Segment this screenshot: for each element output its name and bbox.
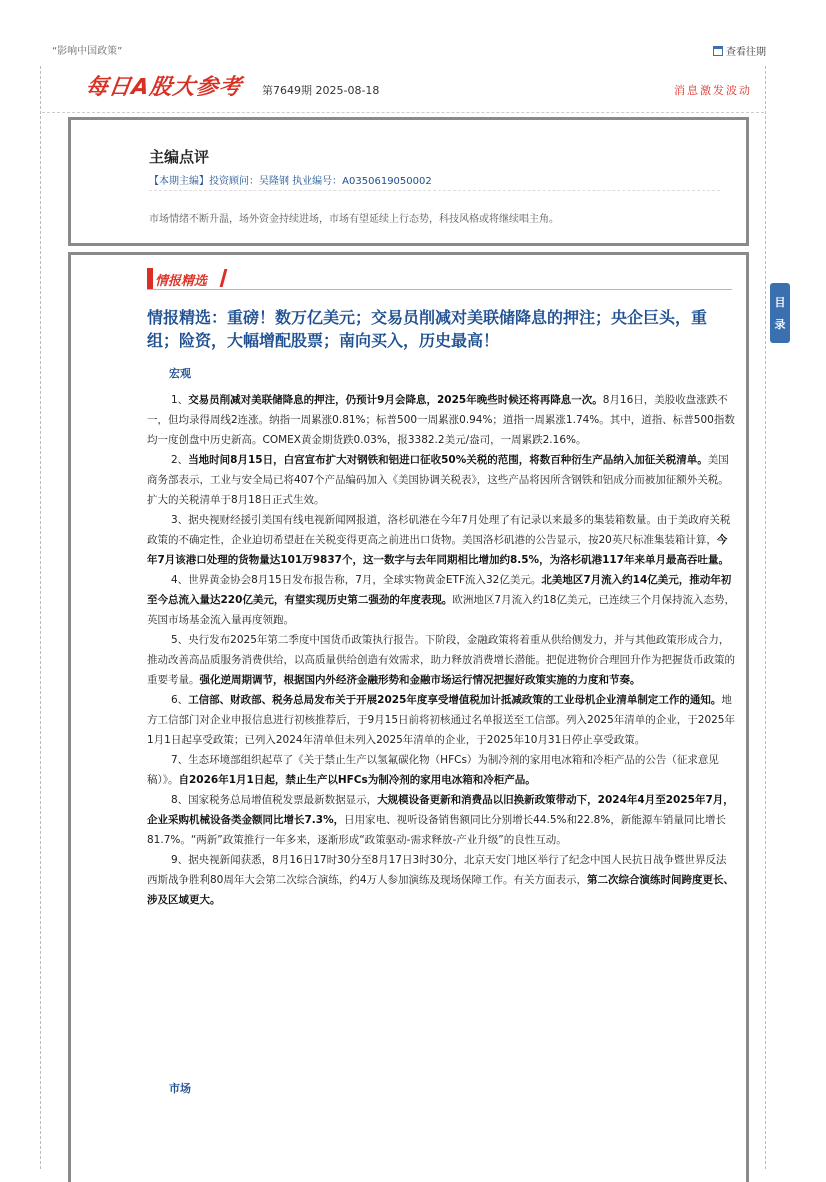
body-text: 8、国家税务总局增值税发票最新数据显示，	[171, 794, 378, 806]
intel-paragraphs	[147, 390, 737, 910]
body-text: 3、据央视财经援引美国有线电视新闻网报道，洛杉矶港在今年7月处理了有记录以来最多的集装箱数量。由于美政府关税政策的不确定性，企业迫切希望赶在关税变得更高之前进出口货物。美国洛杉矶港的公告显示，按20英尺标准集装箱计算，	[147, 514, 731, 546]
toc-char-2: 录	[774, 318, 786, 331]
news-paragraph	[147, 690, 737, 750]
intel-headline: 情报精选：重磅！数万亿美元；交易员削减对美联储降息的押注；央企巨头，重组；险资，大幅增配股票；南向买入，历史最高！	[147, 308, 708, 350]
highlight-text: 今年7月该港口处理的货物量达101万9837个，这一数字与去年同期相比增加约8.5%，为洛杉矶港117年来单月最高吞吐量。	[147, 534, 729, 566]
highlight-text: 第二次综合演练时间跨度更长、涉及区域更大。	[147, 874, 735, 906]
body-text: 2、	[171, 454, 189, 466]
body-text: 5、央行发布2025年第二季度中国货币政策执行报告。下阶段，金融政策将着重从供给侧发力，并与其他政策形成合力，推动改善高品质服务消费供给，以高质量供给创造有效需求，助力释放消费增长潜能。把促进物价合理回升作为把握货币政策的重要考量。	[147, 634, 735, 686]
news-paragraph	[147, 570, 737, 630]
news-paragraph	[147, 390, 737, 450]
page-frame-left	[40, 66, 41, 1169]
section-tick	[220, 269, 228, 287]
body-text: 7、生态环境部组织起草了《关于禁止生产以氢氟碳化物（HFCs）为制冷剂的家用电冰箱和冷柜产品的公告（征求意见稿）》。	[147, 754, 719, 786]
body-text: 1、	[171, 394, 189, 406]
body-text: 地方工信部门对企业申报信息进行初核推荐后，于9月15日前将初核通过名单报送至工信部。列入2025年清单的企业，于2025年1月1日起享受政策；已列入2024年清单但未列入2025年清单的企业，于2025年10月31日停止享受政策。	[147, 694, 735, 746]
highlight-text: 工信部、财政部、税务总局发布关于开展2025年度享受增值税加计抵减政策的工业母机企业清单制定工作的通知。	[188, 694, 722, 706]
highlight-text: 北美地区7月流入约14亿美元，推动年初至今总流入量达220亿美元，有望实现历史第二强劲的年度表现。	[147, 574, 732, 606]
toc-char-1: 目	[774, 296, 786, 309]
history-link[interactable]	[713, 43, 766, 58]
body-text: 4、世界黄金协会8月15日发布报告称，7月，全球实物黄金ETF流入32亿美元。	[171, 574, 542, 586]
editor-meta: 【本期主编】投资顾问：吴隆钢 执业编号：A0350619050002	[149, 176, 432, 187]
highlight-text: 强化逆周期调节，根据国内外经济金融形势和金融市场运行情况把握好政策实施的力度和节奏。	[199, 674, 641, 686]
body-text: 美国商务部表示，工业与安全局已将407个产品编码加入《美国协调关税表》，这些产品将因所含钢铁和铝成分而被加征额外关税。扩大的关税清单于8月18日正式生效。	[147, 454, 729, 506]
highlight-text: 自2026年1月1日起，禁止生产以HFCs为制冷剂的家用电冰箱和冷柜产品。	[178, 774, 536, 786]
slogan: 消息激发波动	[674, 84, 752, 97]
news-paragraph	[147, 630, 737, 690]
news-paragraph	[147, 850, 737, 910]
top-tagline: “影响中国政策”	[52, 46, 123, 57]
body-text: 欧洲地区7月流入约18亿美元，已连续三个月保持流入态势，英国市场基金流入量再度领跑。	[147, 594, 735, 626]
body-text: 6、	[171, 694, 189, 706]
masthead	[42, 68, 764, 113]
section-bar	[147, 268, 153, 290]
editor-comment-card	[68, 117, 749, 246]
news-paragraph	[147, 450, 737, 510]
page-frame-right	[765, 66, 766, 1169]
issue-info: 第7649期 2025-08-18	[262, 84, 380, 97]
news-paragraph	[147, 750, 737, 790]
calendar-icon	[713, 46, 723, 56]
body-text: 日用家电、视听设备销售额同比分别增长44.5%和22.8%，新能源车销量同比增长81.7%。“两新”政策推行一年多来，逐渐形成“政策驱动-需求释放-产业升级”的良性互动。	[147, 814, 726, 846]
highlight-text: 交易员削减对美联储降息的押注，仍预计9月会降息，2025年晚些时候还将再降息一次。	[188, 394, 603, 406]
highlight-text: 大规模设备更新和消费品以旧换新政策带动下，2024年4月至2025年7月，企业采购机械设备类金额同比增长7.3%，	[147, 794, 734, 826]
history-label: 查看往期	[726, 47, 766, 58]
news-paragraph	[147, 790, 737, 850]
subsection-market: 市场	[169, 1082, 191, 1095]
toc-button[interactable]	[770, 283, 790, 343]
body-text: 9、据央视新闻获悉，8月16日17时30分至8月17日3时30分，北京天安门地区举行了纪念中国人民抗日战争暨世界反法西斯战争胜利80周年大会第二次综合演练，约4万人参加演练及现场保障工作。有关方面表示，	[147, 854, 727, 886]
divider	[149, 190, 720, 191]
editor-comment: 市场情绪不断升温，场外资金持续进场，市场有望延续上行态势，科技风格或将继续唱主角。	[149, 214, 559, 225]
brand-logo: 每日A股大参考	[83, 75, 244, 100]
section-label: 情报精选	[155, 274, 208, 289]
subsection-macro: 宏观	[169, 367, 191, 380]
highlight-text: 当地时间8月15日，白宫宣布扩大对钢铁和铝进口征收50%关税的范围，将数百种衍生产品纳入加征关税清单。	[188, 454, 708, 466]
news-paragraph	[147, 510, 737, 570]
body-text: 8月16日，美股收盘涨跌不一，但均录得周线2连涨。纳指一周累涨0.81%；标普500一周累涨0.94%；道指一周累涨1.74%。其中，道指、标普500指数均一度创盘中历史新高。COMEX黄金期货跌0.03%，报3382.2美元/盎司，一周累跌2.16%。	[147, 394, 735, 446]
section-header	[147, 268, 732, 290]
editor-title: 主编点评	[149, 148, 210, 166]
intel-card	[68, 252, 749, 1182]
section-underline	[147, 289, 732, 290]
